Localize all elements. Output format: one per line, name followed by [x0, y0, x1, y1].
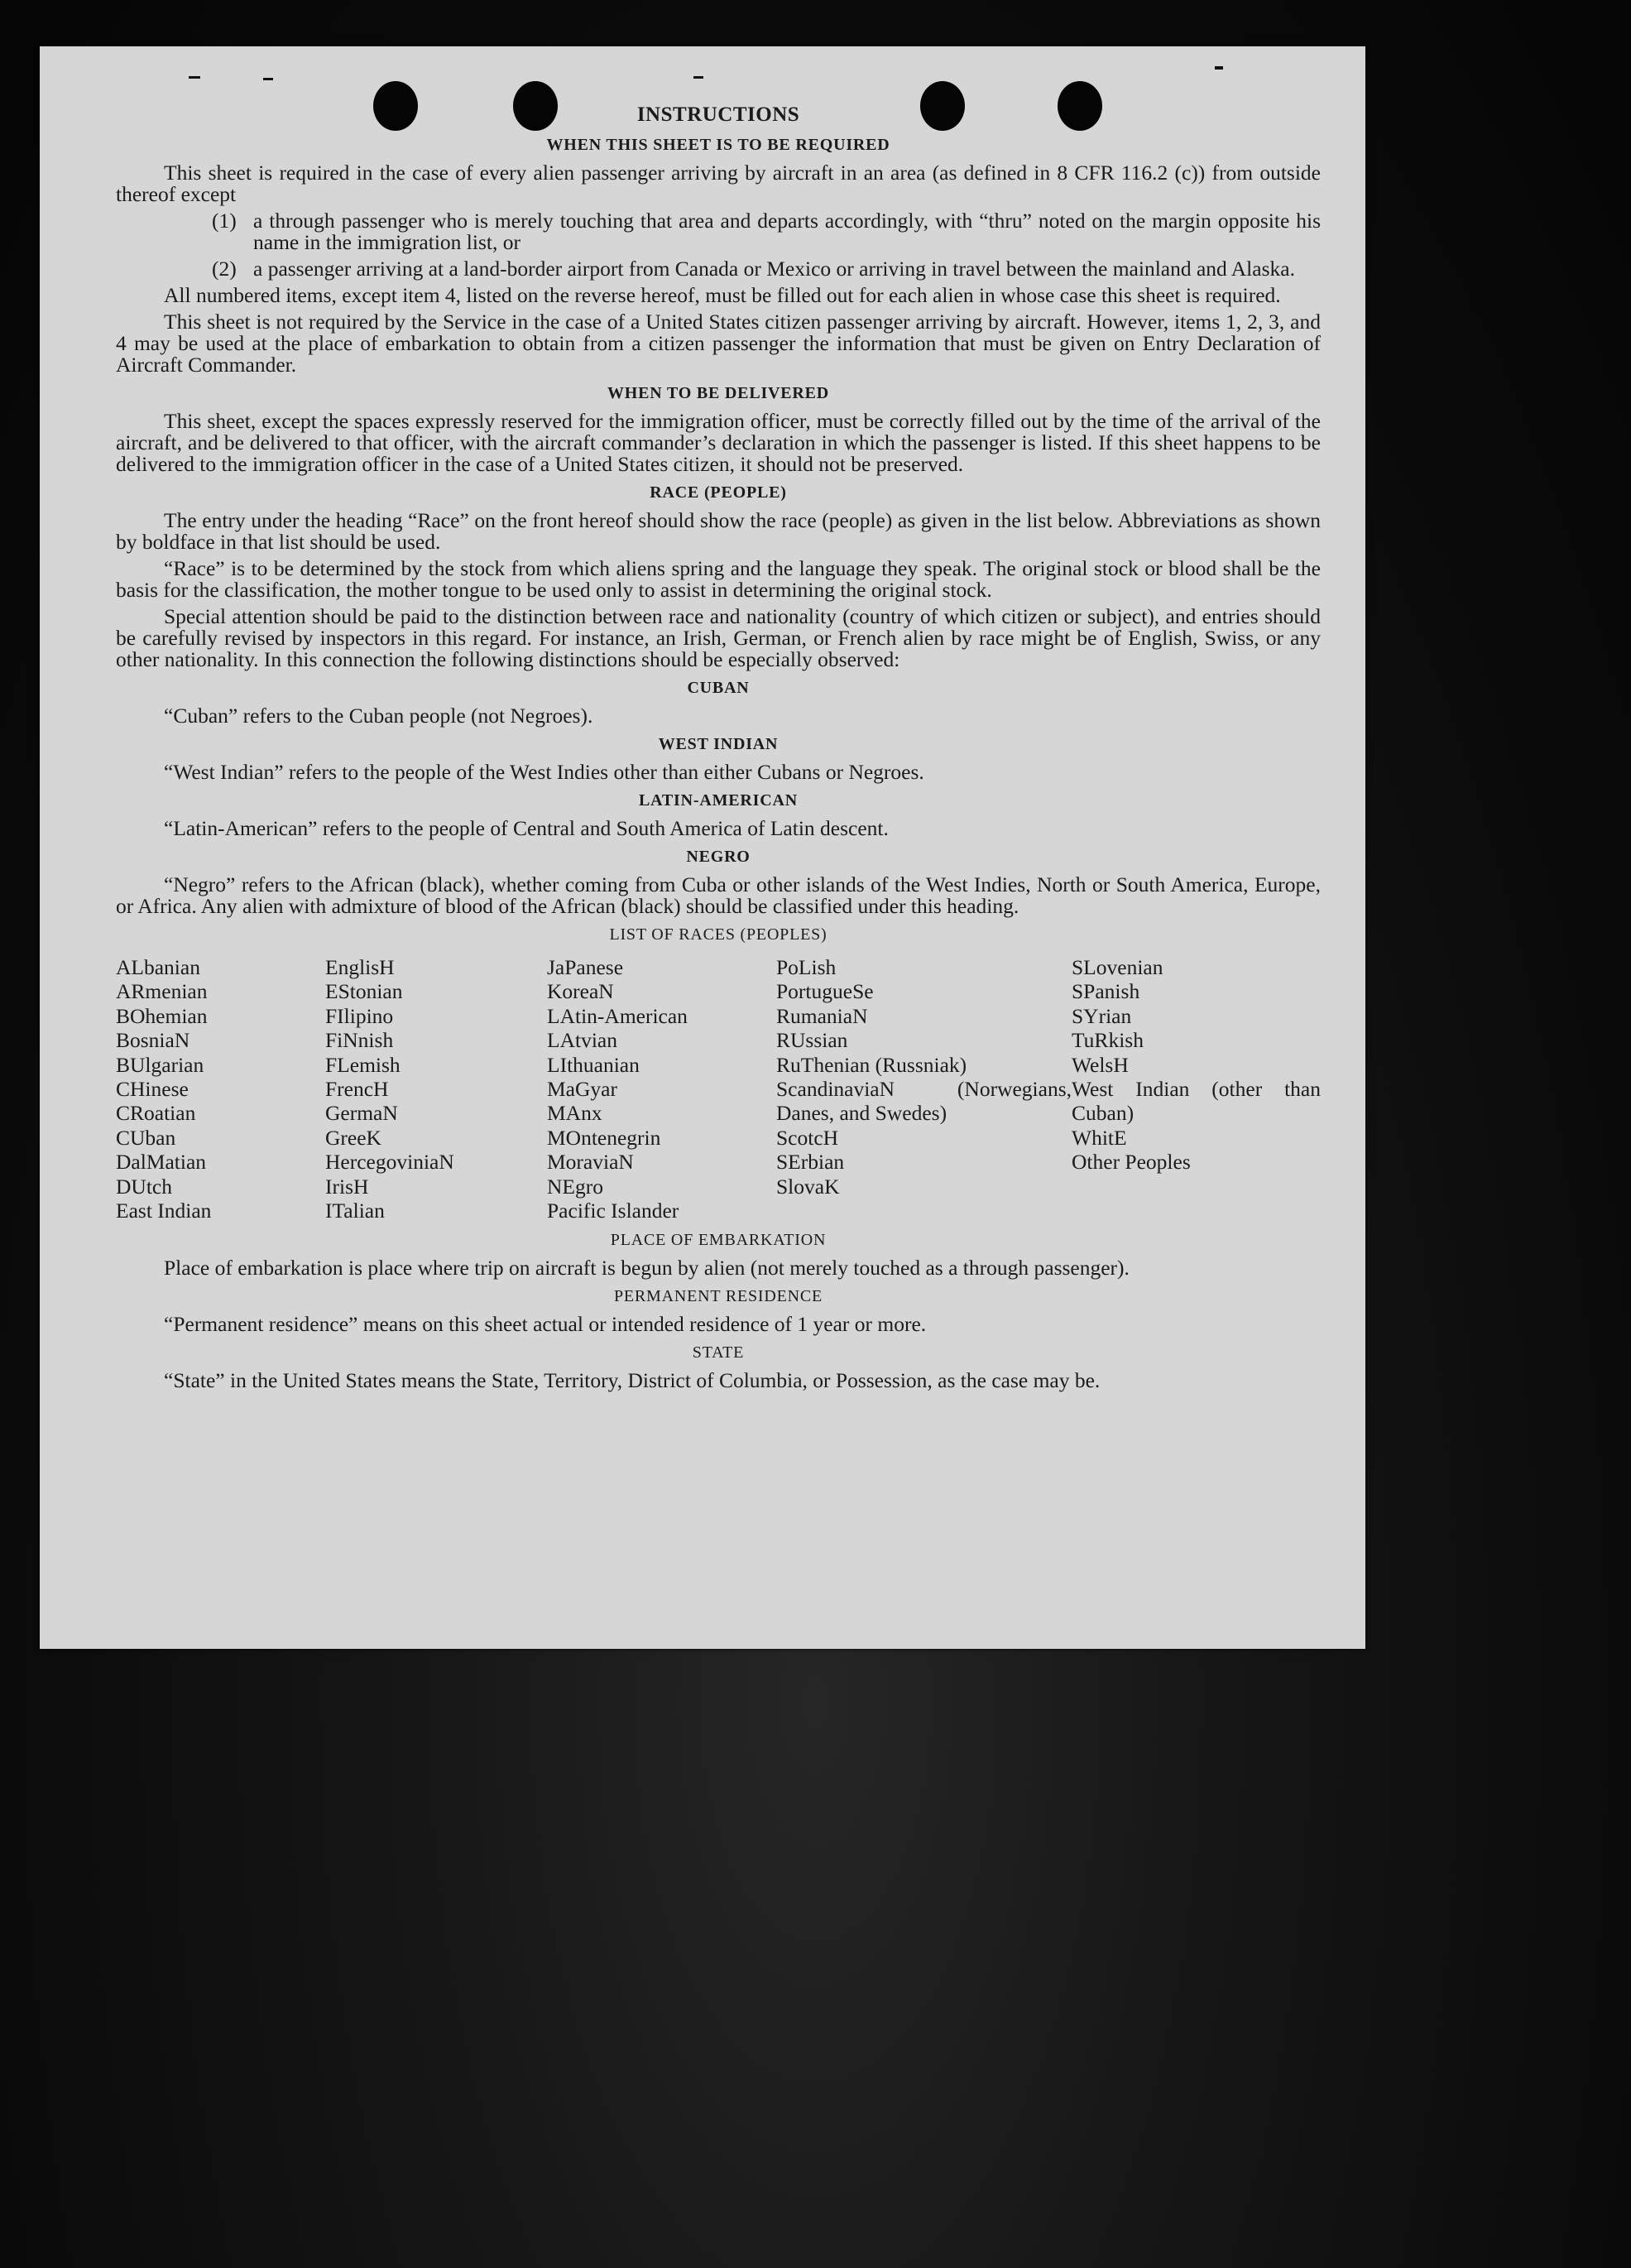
- race-list-table: [116, 955, 1321, 1223]
- when-delivered-text: This sheet, except the spaces expressly reserved for the immigration officer, must be correctly filled out by the time of the arrival of the aircraft, and be delivered to that officer, with the aircraft commander’s declaration in which the passenger is listed. If this sheet happens to be delivered to the immigration officer in the case of a United States citizen, it should not be preserved.: [116, 409, 1321, 476]
- latin-american-definition: “Latin-American” refers to the people of Central and South America of Latin descent.: [164, 816, 889, 840]
- race-list-item: BUlgarian: [116, 1052, 204, 1077]
- race-list-item: GermaN: [325, 1101, 398, 1126]
- race-paragraph-3: Special attention should be paid to the distinction between race and nationality (country of which citizen or subject), and entries should be carefully revised by inspectors in this regard. For instance, an Irish, German, or French alien by race might be of English, Swiss, or any other nationality. In this connection the following distinctions should be especially observed:: [116, 604, 1321, 671]
- when-required-intro: This sheet is required in the case of every alien passenger arriving by aircraft in an area (as defined in 8 CFR 116.2 (c)) from outside thereof except: [116, 161, 1321, 206]
- negro-heading: NEGRO: [686, 848, 751, 866]
- west-indian-definition: “West Indian” refers to the people of the West Indies other than either Cubans or Negroes.: [164, 760, 924, 784]
- race-list-item: DUtch: [116, 1174, 172, 1199]
- race-list-item: LIthuanian: [547, 1052, 640, 1077]
- race-list-item: RumaniaN: [776, 1003, 868, 1028]
- race-list-item: MAnx: [547, 1101, 602, 1126]
- race-list-item: RuThenian (Russniak): [776, 1052, 967, 1077]
- place-of-embarkation-text: Place of embarkation is place where trip on aircraft is begun by alien (not merely touched as a through passenger).: [164, 1256, 1130, 1281]
- scan-speck: [693, 76, 703, 79]
- race-list-item: EnglisH: [325, 955, 395, 979]
- scan-speck: [189, 76, 200, 79]
- race-list-item: FIlipino: [325, 1003, 394, 1028]
- race-list-item: MoraviaN: [547, 1150, 634, 1175]
- instruction-sheet: [40, 46, 1365, 1649]
- race-heading: RACE (PEOPLE): [650, 483, 787, 502]
- race-list-item: GreeK: [325, 1125, 381, 1150]
- place-of-embarkation-heading: PLACE OF EMBARKATION: [610, 1231, 827, 1250]
- exception-item-1-number: (1): [212, 209, 237, 233]
- race-list-item: SlovaK: [776, 1174, 840, 1199]
- exception-item-2-text: a passenger arriving at a land-border airport from Canada or Mexico or arriving in travel between the mainland and Alaska.: [253, 257, 1295, 281]
- race-list-item: WelsH: [1072, 1052, 1129, 1077]
- permanent-residence-heading: PERMANENT RESIDENCE: [613, 1287, 823, 1306]
- race-list-item: FrencH: [325, 1077, 389, 1102]
- instructions-body: [116, 104, 1321, 1396]
- race-list-item: DalMatian: [116, 1150, 207, 1175]
- race-list-item: BOhemian: [116, 1003, 208, 1028]
- state-heading: STATE: [692, 1343, 745, 1362]
- race-list-item: Pacific Islander: [547, 1199, 679, 1223]
- race-list-item: JaPanese: [547, 955, 624, 979]
- race-list-item: FiNnish: [325, 1028, 394, 1053]
- instructions-title: INSTRUCTIONS: [636, 103, 800, 126]
- race-list-item: ScotcH: [776, 1125, 839, 1150]
- race-column-2: [325, 955, 547, 1223]
- race-list-item: PortugueSe: [776, 979, 874, 1004]
- race-list-item: PoLish: [776, 955, 837, 979]
- race-list-item: IrisH: [325, 1174, 369, 1199]
- race-list-item: LAtin-American: [547, 1003, 688, 1028]
- race-list-item: SPanish: [1072, 979, 1140, 1004]
- race-list-item: NEgro: [547, 1174, 603, 1199]
- citizen-paragraph: This sheet is not required by the Service in the case of a United States citizen passenger arriving by aircraft. However, items 1, 2, 3, and 4 may be used at the place of embarkation to obtain from a citizen passenger the information that must be given on Entry Declaration of Aircraft Commander.: [116, 310, 1321, 377]
- race-column-3: [547, 955, 776, 1223]
- scan-speck: [263, 78, 273, 80]
- list-of-races-heading: LIST OF RACES (PEOPLES): [609, 925, 827, 944]
- race-list-item: HercegoviniaN: [325, 1150, 454, 1175]
- race-list-item: SYrian: [1072, 1003, 1132, 1028]
- race-list-item: FLemish: [325, 1052, 401, 1077]
- race-list-item: East Indian: [116, 1199, 212, 1223]
- exception-item-1: [116, 210, 1321, 253]
- race-list-item: LAtvian: [547, 1028, 617, 1053]
- race-list-item: RUssian: [776, 1028, 848, 1053]
- race-list-item: CHinese: [116, 1077, 189, 1102]
- race-list-item: ScandinaviaN (Norwegians, Danes, and Swedes): [776, 1077, 1072, 1126]
- exception-item-2-number: (2): [212, 257, 237, 281]
- race-paragraph-1: The entry under the heading “Race” on the front hereof should show the race (people) as given in the list below. Abbreviations as shown by boldface in that list should be used.: [116, 508, 1321, 554]
- race-list-item: MaGyar: [547, 1077, 617, 1102]
- west-indian-heading: WEST INDIAN: [658, 735, 779, 753]
- race-column-4: [776, 955, 1072, 1223]
- numbered-items-paragraph: All numbered items, except item 4, listed on the reverse hereof, must be filled out for each alien in whose case this sheet is required.: [164, 283, 1281, 307]
- race-list-item: TuRkish: [1072, 1028, 1144, 1053]
- race-list-item: BosniaN: [116, 1028, 190, 1053]
- race-column-1: [116, 955, 325, 1223]
- race-list-item: SErbian: [776, 1150, 845, 1175]
- permanent-residence-text: “Permanent residence” means on this sheet actual or intended residence of 1 year or more.: [164, 1312, 927, 1337]
- race-list-item: KoreaN: [547, 979, 614, 1004]
- race-list-item: ARmenian: [116, 979, 208, 1004]
- state-text: “State” in the United States means the State, Territory, District of Columbia, or Possession, as the case may be.: [164, 1368, 1101, 1393]
- race-list-item: ITalian: [325, 1199, 385, 1223]
- scan-speck: [1215, 66, 1223, 70]
- race-list-item: WhitE: [1072, 1125, 1127, 1150]
- race-list-item: EStonian: [325, 979, 403, 1004]
- race-paragraph-2: “Race” is to be determined by the stock from which aliens spring and the language they speak. The original stock or blood shall be the basis for the classification, the mother tongue to be used only to assist in determining the original stock.: [116, 556, 1321, 602]
- cuban-heading: CUBAN: [687, 679, 750, 697]
- race-list-item: West Indian (other than Cuban): [1072, 1077, 1321, 1126]
- race-column-5: [1072, 955, 1321, 1223]
- when-required-heading: WHEN THIS SHEET IS TO BE REQUIRED: [546, 136, 890, 154]
- race-list-item: CUban: [116, 1125, 176, 1150]
- race-list-item: MOntenegrin: [547, 1125, 661, 1150]
- cuban-definition: “Cuban” refers to the Cuban people (not Negroes).: [164, 704, 593, 728]
- race-list-item: SLovenian: [1072, 955, 1163, 979]
- negro-definition: “Negro” refers to the African (black), whether coming from Cuba or other islands of the West Indies, North or South America, Europe, or Africa. Any alien with admixture of blood of the African (black) should be classified under this heading.: [116, 872, 1321, 918]
- latin-american-heading: LATIN-AMERICAN: [639, 791, 798, 810]
- race-list-item: ALbanian: [116, 955, 200, 979]
- exception-item-2: [116, 258, 1321, 280]
- race-list-item: Other Peoples: [1072, 1150, 1191, 1175]
- exception-item-1-text: a through passenger who is merely touching that area and departs accordingly, with “thru” noted on the margin opposite his name in the immigration list, or: [253, 209, 1321, 254]
- race-list-item: CRoatian: [116, 1101, 196, 1126]
- when-delivered-heading: WHEN TO BE DELIVERED: [607, 384, 830, 402]
